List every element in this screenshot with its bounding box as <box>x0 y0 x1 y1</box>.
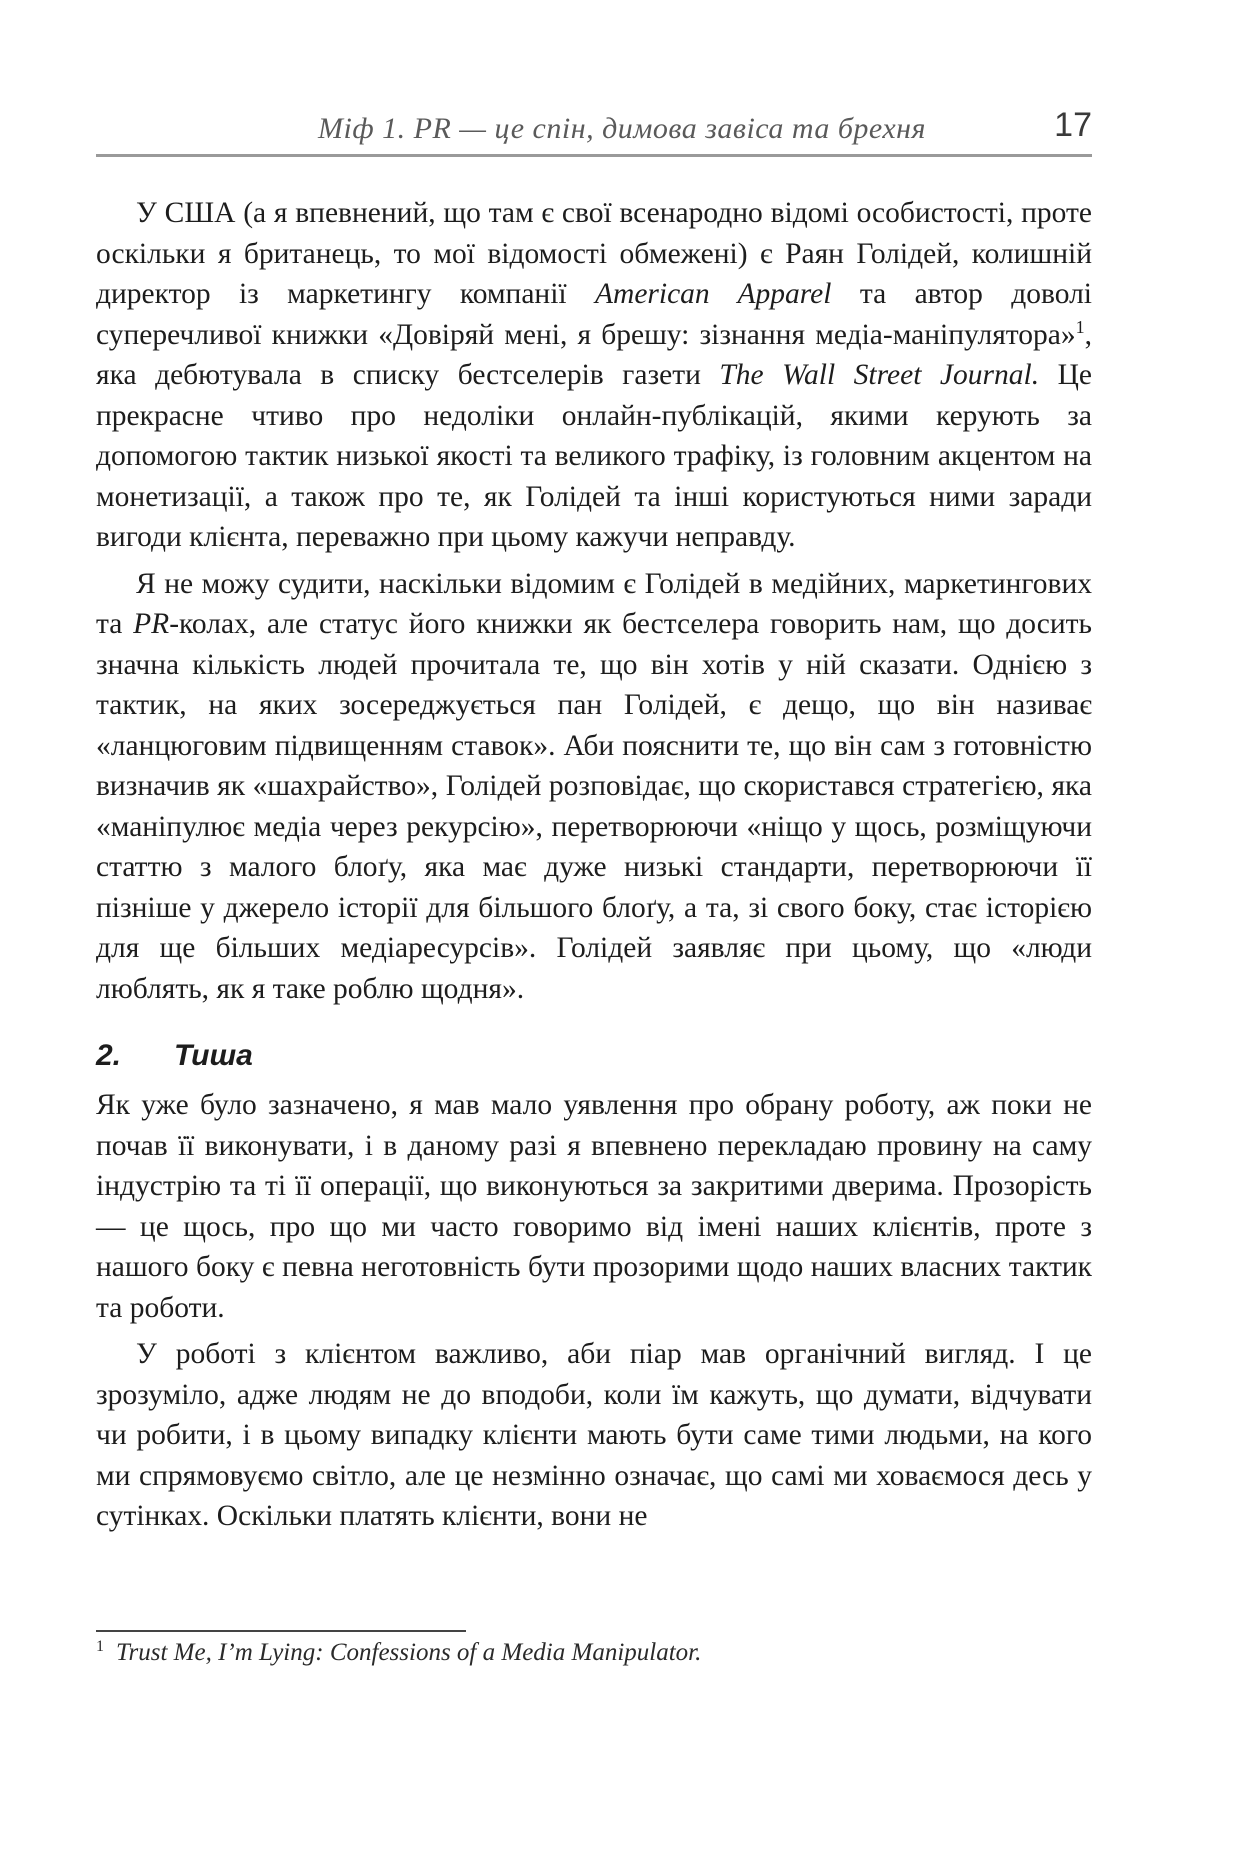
text-run: -колах, але статус його книжки як бестселера говорить нам, що досить значна кількість людей прочитала те, що він хотів у ній сказати. Однією з тактик, на яких зосереджується пан Голідей, є дещо, що він називає «ланцюговим підвищенням ставок». Аби пояснити те, що він сам з готовністю визначив як «шахрайство», Голідей розповідає, що скористався стратегією, яка «маніпулює медіа через рекурсію», перетворюючи «ніщо у щось, розміщуючи статтю з малого блоґу, яка має дуже низькі стандарти, перетворюючи її пізніше у джерело історії для більшого блоґу, а та, зі свого боку, стає історією для ще більших медіаресурсів». Голідей заявляє при цьому, що «люди люблять, як я таке роблю щодня». <box>96 608 1092 1005</box>
paragraph-silence-1: Як уже було зазначено, я мав мало уявлення про обрану роботу, аж поки не почав її виконувати, і в даному разі я впевнено перекладаю провину на саму індустрію та ті її операції, що виконуються за закритими дверима. Прозорість — це щось, про що ми часто говоримо від імені наших клієнтів, проте з нашого боку є певна неготовність бути прозорими щодо наших власних тактик та роботи. <box>96 1089 1092 1324</box>
footnote-text: Trust Me, I’m Lying: Confessions of a Media Manipulator. <box>116 1639 702 1666</box>
company-name: American Apparel <box>595 278 832 310</box>
pr-term: PR <box>133 608 170 640</box>
header-rule <box>96 154 1092 157</box>
footnote-rule <box>96 1630 466 1632</box>
footnote-number: 1 <box>96 1637 104 1655</box>
running-title: Міф 1. PR — це спін, димова завіса та брехня <box>318 112 926 145</box>
text-run: Я не можу судити, наскільки відомим є Голідей в медійних, маркетингових та <box>96 567 1092 640</box>
section-title: Тиша <box>174 1039 253 1072</box>
text-run: та автор доволі суперечливої книжки «Довіряй мені, я брешу: зізнання медіа-маніпулятора» <box>96 278 1092 351</box>
page-header <box>96 104 1092 154</box>
footnote-area <box>96 1630 1092 1670</box>
footnote-reference[interactable]: 1 <box>1075 316 1085 337</box>
newspaper-name: The Wall Street Journal. <box>719 359 1040 391</box>
paragraph-silence-2: У роботі з клієнтом важливо, аби піар мав органічний вигляд. І це зрозуміло, адже людям не до вподоби, коли їм кажуть, що думати, відчувати чи робити, і в цьому випадку клієнти мають бути саме тими людьми, на кого ми спрямовуємо світло, але це незмінно означає, що самі ми ховаємося десь у сутінках. Оскільки платять клієнти, вони не <box>96 1338 1092 1532</box>
text-run: , яка дебютувала в списку бестселерів газети <box>96 318 1092 391</box>
body-text <box>96 193 1092 1537</box>
page-number: 17 <box>1054 106 1092 144</box>
section-heading <box>96 1039 1092 1073</box>
text-run: Це прекрасне чтиво про недоліки онлайн-публікацій, якими керують за допомогою тактик низької якості та великого трафіку, із головним акцентом на монетизації, а також про те, як Голідей та інші користуються ними заради вигоди клієнта, переважно при цьому кажучи неправду. <box>96 359 1092 553</box>
footnote <box>96 1636 1092 1670</box>
paragraph-holiday-intro <box>96 193 1092 558</box>
paragraph-holiday-tactics <box>96 564 1092 1010</box>
text-run: У США (а я впевнений, що там є свої всенародно відомі особистості, проте оскільки я британець, то мої відомості обмежені) є Раян Голідей, колишній директор із маркетингу компанії <box>96 197 1092 310</box>
section-number: 2. <box>96 1039 122 1072</box>
